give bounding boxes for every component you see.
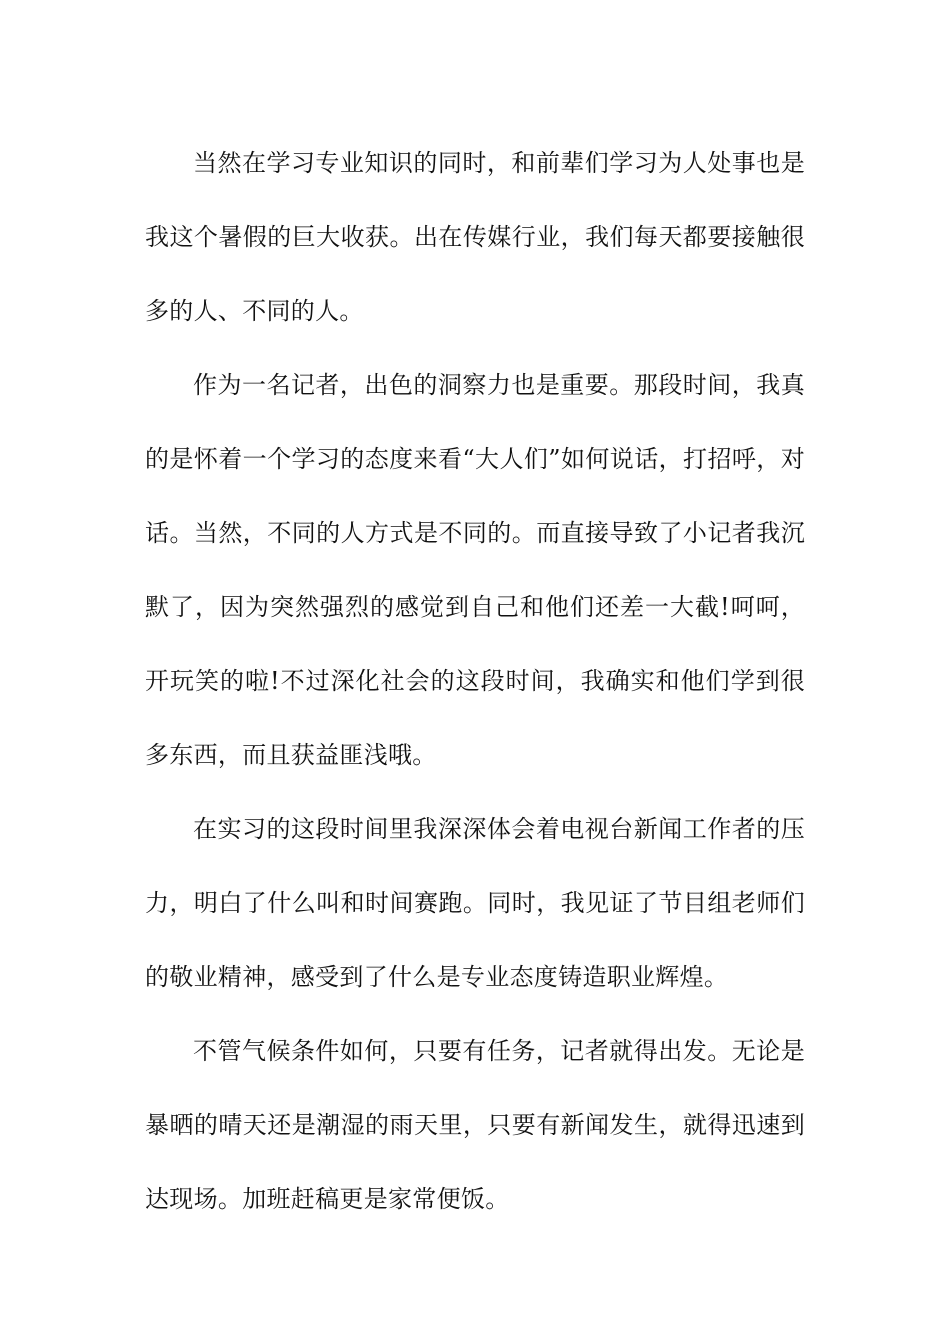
document-body — [145, 126, 805, 1236]
paragraph-4: 不管气候条件如何，只要有任务，记者就得出发。无论是暴晒的晴天还是潮湿的雨天里，只要有新闻发生，就得迅速到达现场。加班赶稿更是家常便饭。 — [145, 1037, 805, 1213]
paragraph-3: 在实习的这段时间里我深深体会着电视台新闻工作者的压力，明白了什么叫和时间赛跑。同时，我见证了节目组老师们的敬业精神，感受到了什么是专业态度铸造职业辉煌。 — [145, 815, 805, 991]
paragraph-2: 作为一名记者，出色的洞察力也是重要。那段时间，我真的是怀着一个学习的态度来看“大人们”如何说话，打招呼，对话。当然，不同的人方式是不同的。而直接导致了小记者我沉默了，因为突然强烈的感觉到自己和他们还差一大截!呵呵，开玩笑的啦!不过深化社会的这段时间，我确实和他们学到很多东西，而且获益匪浅哦。 — [145, 371, 805, 769]
paragraph-1: 当然在学习专业知识的同时，和前辈们学习为人处事也是我这个暑假的巨大收获。出在传媒行业，我们每天都要接触很多的人、不同的人。 — [145, 149, 805, 325]
